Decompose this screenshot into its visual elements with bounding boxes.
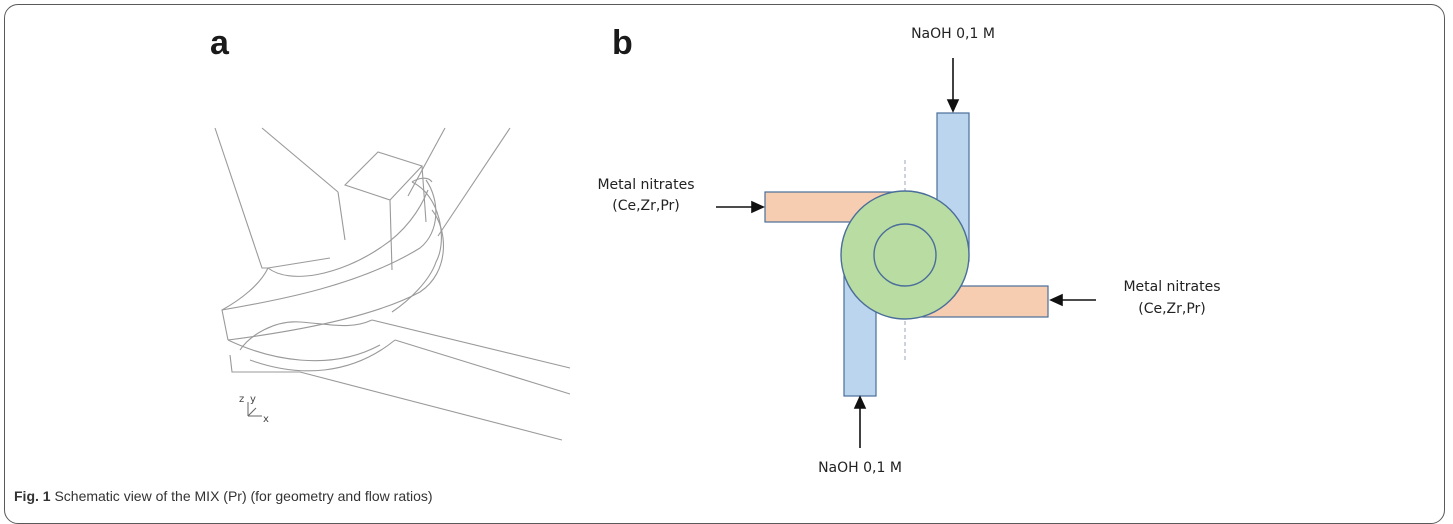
axis-y-label: y xyxy=(250,394,256,405)
mixing-chamber-inner xyxy=(874,224,936,286)
inlet-right-label-line1: Metal nitrates xyxy=(1123,279,1221,295)
panel-b-label: b xyxy=(612,24,633,62)
inlet-top-label: NaOH 0,1 M xyxy=(911,26,995,42)
arrow-right-head xyxy=(1051,295,1062,305)
caption-prefix: Fig. 1 xyxy=(14,488,51,504)
arrow-left-head xyxy=(752,202,763,212)
axis-x-label: x xyxy=(263,414,269,425)
arrow-top-head xyxy=(948,100,958,111)
mixer-wireframe xyxy=(215,128,570,440)
axis-z-label: z xyxy=(239,394,245,405)
axis-triad xyxy=(239,394,269,425)
inlet-left-label-line1: Metal nitrates xyxy=(597,177,695,193)
inlet-left-label-line2: (Ce,Zr,Pr) xyxy=(612,198,680,214)
caption-text: Schematic view of the MIX (Pr) (for geometry and flow ratios) xyxy=(54,488,433,504)
inlet-bottom-label: NaOH 0,1 M xyxy=(818,460,902,476)
figure-caption xyxy=(14,488,433,504)
inlet-right-label-line2: (Ce,Zr,Pr) xyxy=(1138,301,1206,317)
panel-a-label: a xyxy=(210,24,229,62)
arrow-bottom-head xyxy=(855,397,865,408)
